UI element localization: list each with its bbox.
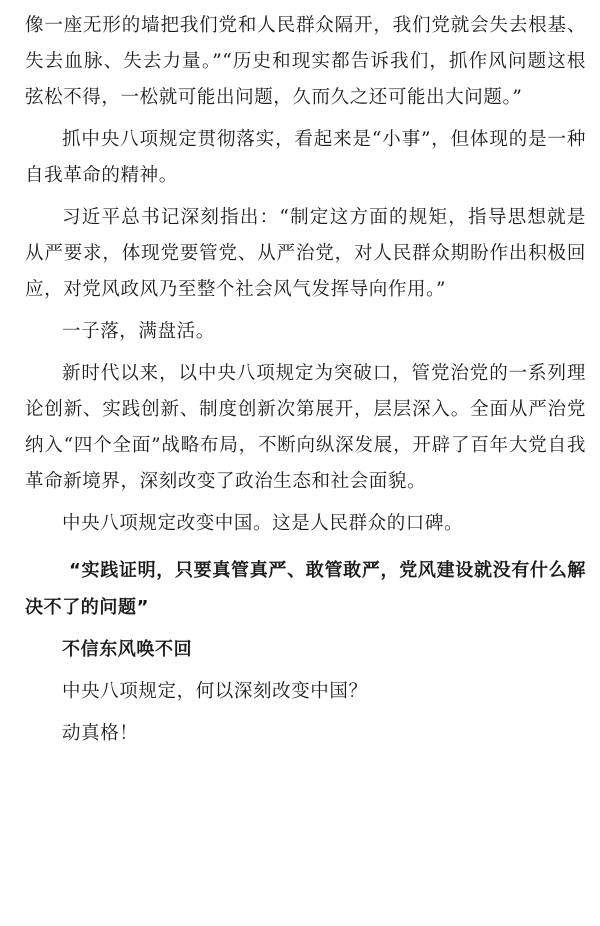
paragraph-answer: 动真格！ xyxy=(62,723,139,744)
paragraph-quote-xi: 习近平总书记深刻指出：“制定这方面的规矩，指导思想就是从严要求，体现党要管党、从严治党，对人民群众期盼作出积极回应，对党风政风乃至整个社会风气发挥导向作用。” xyxy=(25,207,586,300)
paragraph-small-matters: 抓中央八项规定贯彻落实，看起来是“小事”，但体现的是一种自我革命的精神。 xyxy=(25,129,586,186)
paragraph-one-move: 一子落，满盘活。 xyxy=(62,321,215,342)
section-heading-quote: “实践证明，只要真管真严、敢管敢严，党风建设就没有什么解决不了的问题” xyxy=(25,560,586,618)
section-subheading: 不信东风唤不回 xyxy=(62,639,193,660)
paragraph-continuation: 像一座无形的墙把我们党和人民群众隔开，我们党就会失去根基、失去血脉、失去力量。”“历史和现实都告诉我们，抓作风问题这根弦松不得，一松就可能出问题，久而久之还可能出大问题。” xyxy=(25,15,586,108)
paragraph-public-praise: 中央八项规定改变中国。这是人民群众的口碑。 xyxy=(62,513,464,534)
paragraph-new-era: 新时代以来，以中央八项规定为突破口，管党治党的一系列理论创新、实践创新、制度创新次第展开，层层深入。全面从严治党纳入“四个全面”战略布局，不断向纵深发展，开辟了百年大党自我革命新境界，深刻改变了政治生态和社会面貌。 xyxy=(25,363,586,492)
paragraph-question: 中央八项规定，何以深刻改变中国？ xyxy=(62,681,368,702)
